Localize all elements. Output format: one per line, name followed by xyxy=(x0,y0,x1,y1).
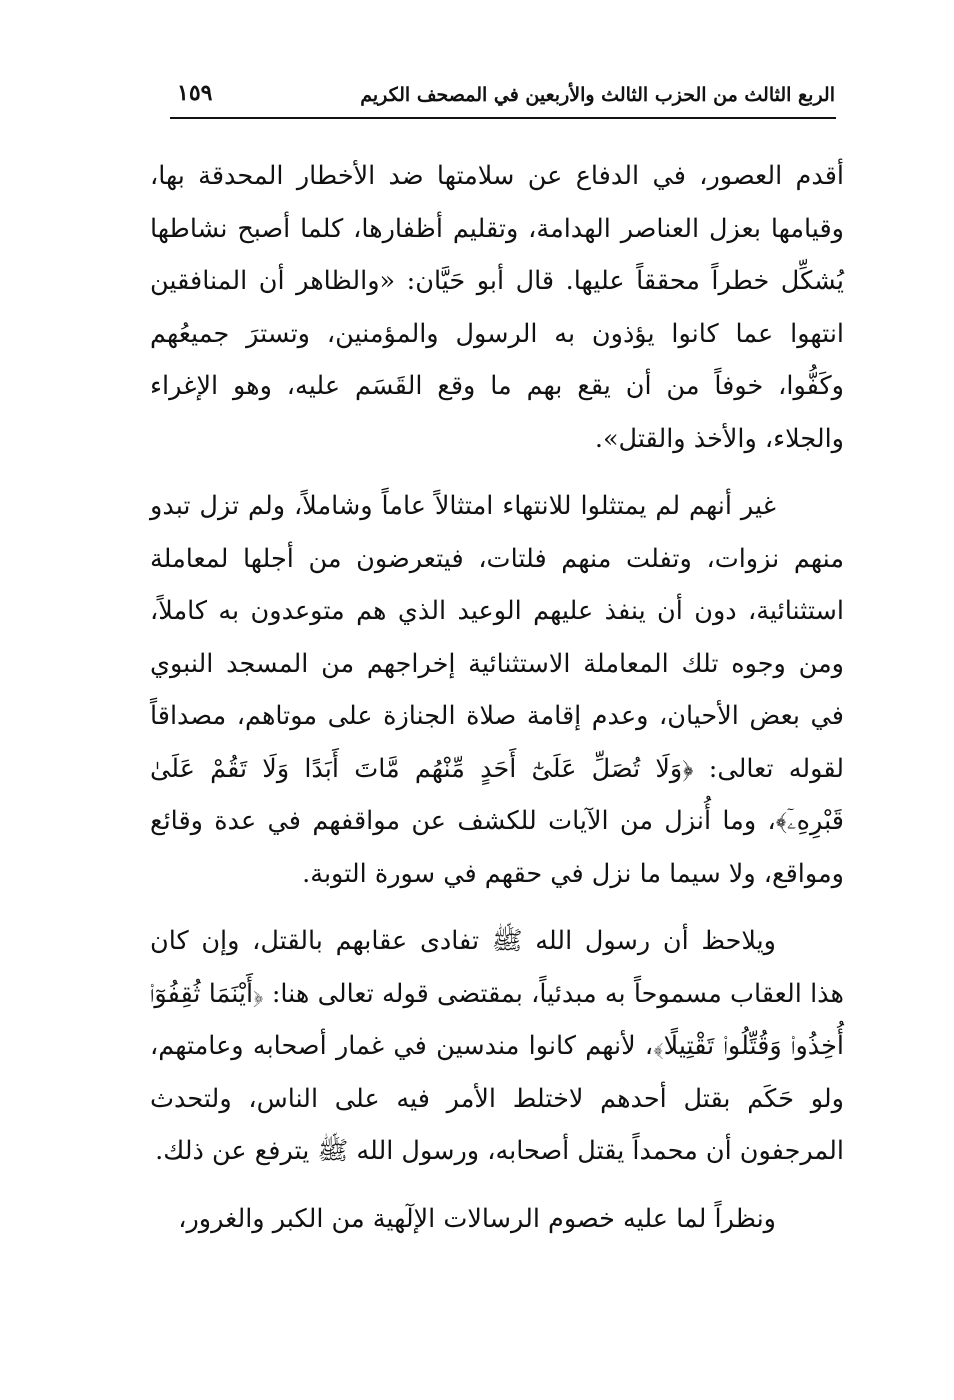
running-title: الربع الثالث من الحزب الثالث والأربعين في المصحف الكريم xyxy=(360,84,835,106)
paragraph: ويلاحظ أن رسول الله ﷺ تفادى عقابهم بالقتل، وإن كان هذا العقاب مسموحاً به مبدئياً، بمقتضى قوله تعالى هنا: ﴿أَيْنَمَا ثُقِفُوٓا۟ أُخِذُوا۟ وَقُتِّلُوا۟ تَقْتِيلًا﴾، لأنهم كانوا مندسين في غمار أصحابه وعامتهم، ولو حَكَم بقتل أحدهم لاختلط الأمر فيه على الناس، ولتحدث المرجفون أن محمداً يقتل أصحابه، ورسول الله ﷺ يترفع عن ذلك. xyxy=(150,926,844,1166)
paragraph: غير أنهم لم يمتثلوا للانتهاء امتثالاً عاماً وشاملاً، ولم تزل تبدو منهم نزوات، وتفلت منهم فلتات، فيتعرضون من أجلها لمعاملة استثنائية، دون أن ينفذ عليهم الوعيد الذي هم متوعدون به كاملاً، ومن وجوه تلك المعاملة الاستثنائية إخراجهم من المسجد النبوي في بعض الأحيان، وعدم إقامة صلاة الجنازة على موتاهم، مصداقاً لقوله تعالى: ﴿وَلَا تُصَلِّ عَلَىٰٓ أَحَدٍ مِّنْهُم مَّاتَ أَبَدًا وَلَا تَقُمْ عَلَىٰ قَبْرِهِۦٓ﴾، وما أُنزل من الآيات للكشف عن مواقفهم في عدة وقائع ومواقع، ولا سيما ما نزل في حقهم في سورة التوبة. xyxy=(150,491,844,889)
paragraph: ونظراً لما عليه خصوم الرسالات الإلٓهية من الكبر والغرور، xyxy=(178,1203,776,1234)
running-header xyxy=(155,78,835,118)
body-text xyxy=(150,150,844,1245)
page-number: ١٥٩ xyxy=(177,80,213,106)
paragraph-continuation: أقدم العصور، في الدفاع عن سلامتها ضد الأخطار المحدقة بها، وقيامها بعزل العناصر الهدامة، وتقليم أظفارها، كلما أصبح نشاطها يُشكِّل خطراً محققاً عليها. قال أبو حَيَّان: «والظاهر أن المنافقين انتهوا عما كانوا يؤذون به الرسول والمؤمنين، وتسترَ جميعُهم وكَفُّوا، خوفاً من أن يقع بهم ما وقع القَسَم عليه، وهو الإغراء والجلاء، والأخذ والقتل». xyxy=(150,161,844,454)
header-rule xyxy=(170,117,836,119)
